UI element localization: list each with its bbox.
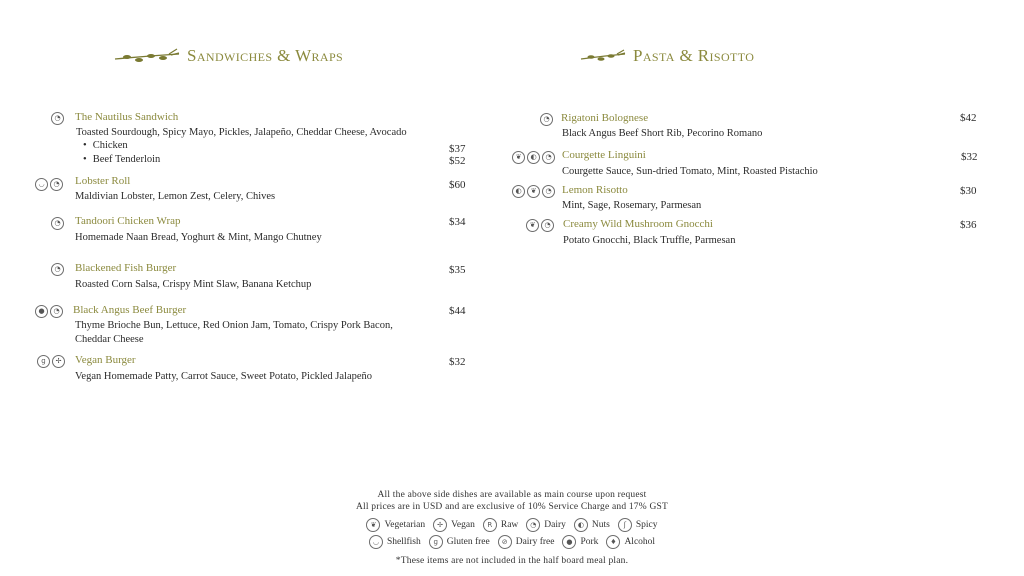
item-price: $32 (961, 151, 978, 163)
item-price: $30 (960, 185, 977, 197)
item-name: Black Angus Beef Burger (73, 304, 187, 316)
item-icons (51, 263, 64, 276)
leaf-sprig-icon (113, 47, 181, 65)
item-icons (35, 305, 63, 318)
item-name: Courgette Linguini (562, 149, 646, 161)
gluten-free-icon: ɡ (429, 535, 443, 549)
option-label: • Chicken (83, 140, 128, 151)
item-icons (37, 355, 65, 368)
legend-label: Vegan (451, 520, 475, 530)
leaf-sprig-icon (579, 47, 627, 65)
pork-icon: ● (562, 535, 576, 549)
gluten-free-icon: ɡ (37, 355, 50, 368)
footer-main-course-note: All the above side dishes are available as main course upon request (377, 490, 647, 500)
vegetarian-icon: ❦ (527, 185, 540, 198)
item-icons (51, 112, 64, 125)
legend-label: Nuts (591, 520, 610, 530)
item-price: $60 (449, 179, 466, 191)
item-description: Roasted Corn Salsa, Crispy Mint Slaw, Banana Ketchup (75, 279, 312, 290)
item-description: Mint, Sage, Rosemary, Parmesan (562, 200, 702, 211)
option-price: $37 (449, 143, 466, 155)
legend-label: Dairy free (515, 537, 555, 547)
legend-item (369, 535, 421, 549)
item-name: Lobster Roll (75, 175, 131, 187)
item-icons (35, 178, 63, 191)
alcohol-icon: ♦ (606, 535, 620, 549)
legend-row-1 (0, 518, 1024, 532)
option-label: • Beef Tenderloin (83, 154, 160, 165)
vegetarian-icon: ❦ (366, 518, 380, 532)
dairy-icon: ◔ (51, 263, 64, 276)
section-title-sandwiches (113, 44, 343, 68)
legend-label: Raw (500, 520, 519, 530)
legend-label: Gluten free (446, 537, 490, 547)
legend-item (606, 535, 655, 549)
legend-item (429, 535, 490, 549)
legend-label: Alcohol (624, 537, 656, 547)
dairy-icon: ◔ (542, 185, 555, 198)
item-icons (512, 151, 555, 164)
item-name: Creamy Wild Mushroom Gnocchi (563, 218, 713, 230)
item-name: Rigatoni Bolognese (561, 112, 649, 124)
shellfish-icon: ◡ (35, 178, 48, 191)
legend-item (562, 535, 598, 549)
item-description: Courgette Sauce, Sun-dried Tomato, Mint, Roasted Pistachio (562, 166, 818, 177)
item-price: $42 (960, 112, 977, 124)
legend-label: Vegetarian (384, 520, 426, 530)
section-title-pasta (579, 44, 754, 68)
item-name: Vegan Burger (75, 354, 136, 366)
footer-price-note: All prices are in USD and are exclusive of 10% Service Charge and 17% GST (355, 502, 668, 512)
item-description: Potato Gnocchi, Black Truffle, Parmesan (563, 235, 736, 246)
legend-item (498, 535, 555, 549)
item-name: Lemon Risotto (562, 184, 628, 196)
item-description: Thyme Brioche Bun, Lettuce, Red Onion Jam, Tomato, Crispy Pork Bacon, (75, 320, 393, 331)
raw-icon: R (483, 518, 497, 532)
section-title-text: Pasta & Risotto (633, 46, 755, 65)
legend-item (433, 518, 475, 532)
item-price: $32 (449, 356, 466, 368)
item-price: $35 (449, 264, 466, 276)
item-description: Maldivian Lobster, Lemon Zest, Celery, Chives (75, 191, 276, 202)
vegetarian-icon: ❦ (512, 151, 525, 164)
footer-half-board-note: *These items are not included in the half board meal plan. (395, 556, 629, 566)
item-icons (51, 217, 64, 230)
shellfish-icon: ◡ (369, 535, 383, 549)
pork-icon: ● (35, 305, 48, 318)
dairy-icon: ◔ (50, 305, 63, 318)
dairy-icon: ◔ (540, 113, 553, 126)
item-price: $34 (449, 216, 466, 228)
dairy-icon: ◔ (50, 178, 63, 191)
section-title-text: Sandwiches & Wraps (187, 46, 344, 65)
item-icons (540, 113, 553, 126)
legend-item (526, 518, 566, 532)
legend-item (366, 518, 425, 532)
dairy-free-icon: ⊘ (498, 535, 512, 549)
vegan-icon: ✢ (433, 518, 447, 532)
legend-label: Dairy (544, 520, 566, 530)
item-price: $36 (960, 219, 977, 231)
legend-label: Shellfish (386, 537, 421, 547)
item-description: Black Angus Beef Short Rib, Pecorino Romano (562, 128, 763, 139)
dairy-icon: ◔ (51, 112, 64, 125)
legend-row-2 (0, 535, 1024, 549)
nuts-icon: ◐ (574, 518, 588, 532)
item-description: Toasted Sourdough, Spicy Mayo, Pickles, Jalapeño, Cheddar Cheese, Avocado (76, 127, 407, 138)
nuts-icon: ◐ (512, 185, 525, 198)
item-description: Vegan Homemade Patty, Carrot Sauce, Sweet Potato, Pickled Jalapeño (75, 371, 373, 382)
legend-item (618, 518, 658, 532)
item-name: The Nautilus Sandwich (75, 111, 179, 123)
legend-label: Pork (580, 537, 599, 547)
item-name: Blackened Fish Burger (75, 262, 177, 274)
dairy-icon: ◔ (541, 219, 554, 232)
option-price: $52 (449, 155, 466, 167)
vegetarian-icon: ❦ (526, 219, 539, 232)
item-icons (512, 185, 555, 198)
spicy-icon: ʃ (618, 518, 632, 532)
legend-item (483, 518, 518, 532)
legend-item (574, 518, 610, 532)
vegan-icon: ✢ (52, 355, 65, 368)
item-icons (526, 219, 554, 232)
item-price: $44 (449, 305, 466, 317)
legend-label: Spicy (635, 520, 658, 530)
dairy-icon: ◔ (51, 217, 64, 230)
nuts-icon: ◐ (527, 151, 540, 164)
dairy-icon: ◔ (542, 151, 555, 164)
item-description-continued: Cheddar Cheese (75, 334, 144, 345)
dairy-icon: ◔ (526, 518, 540, 532)
item-name: Tandoori Chicken Wrap (75, 215, 181, 227)
item-description: Homemade Naan Bread, Yoghurt & Mint, Mango Chutney (75, 232, 322, 243)
